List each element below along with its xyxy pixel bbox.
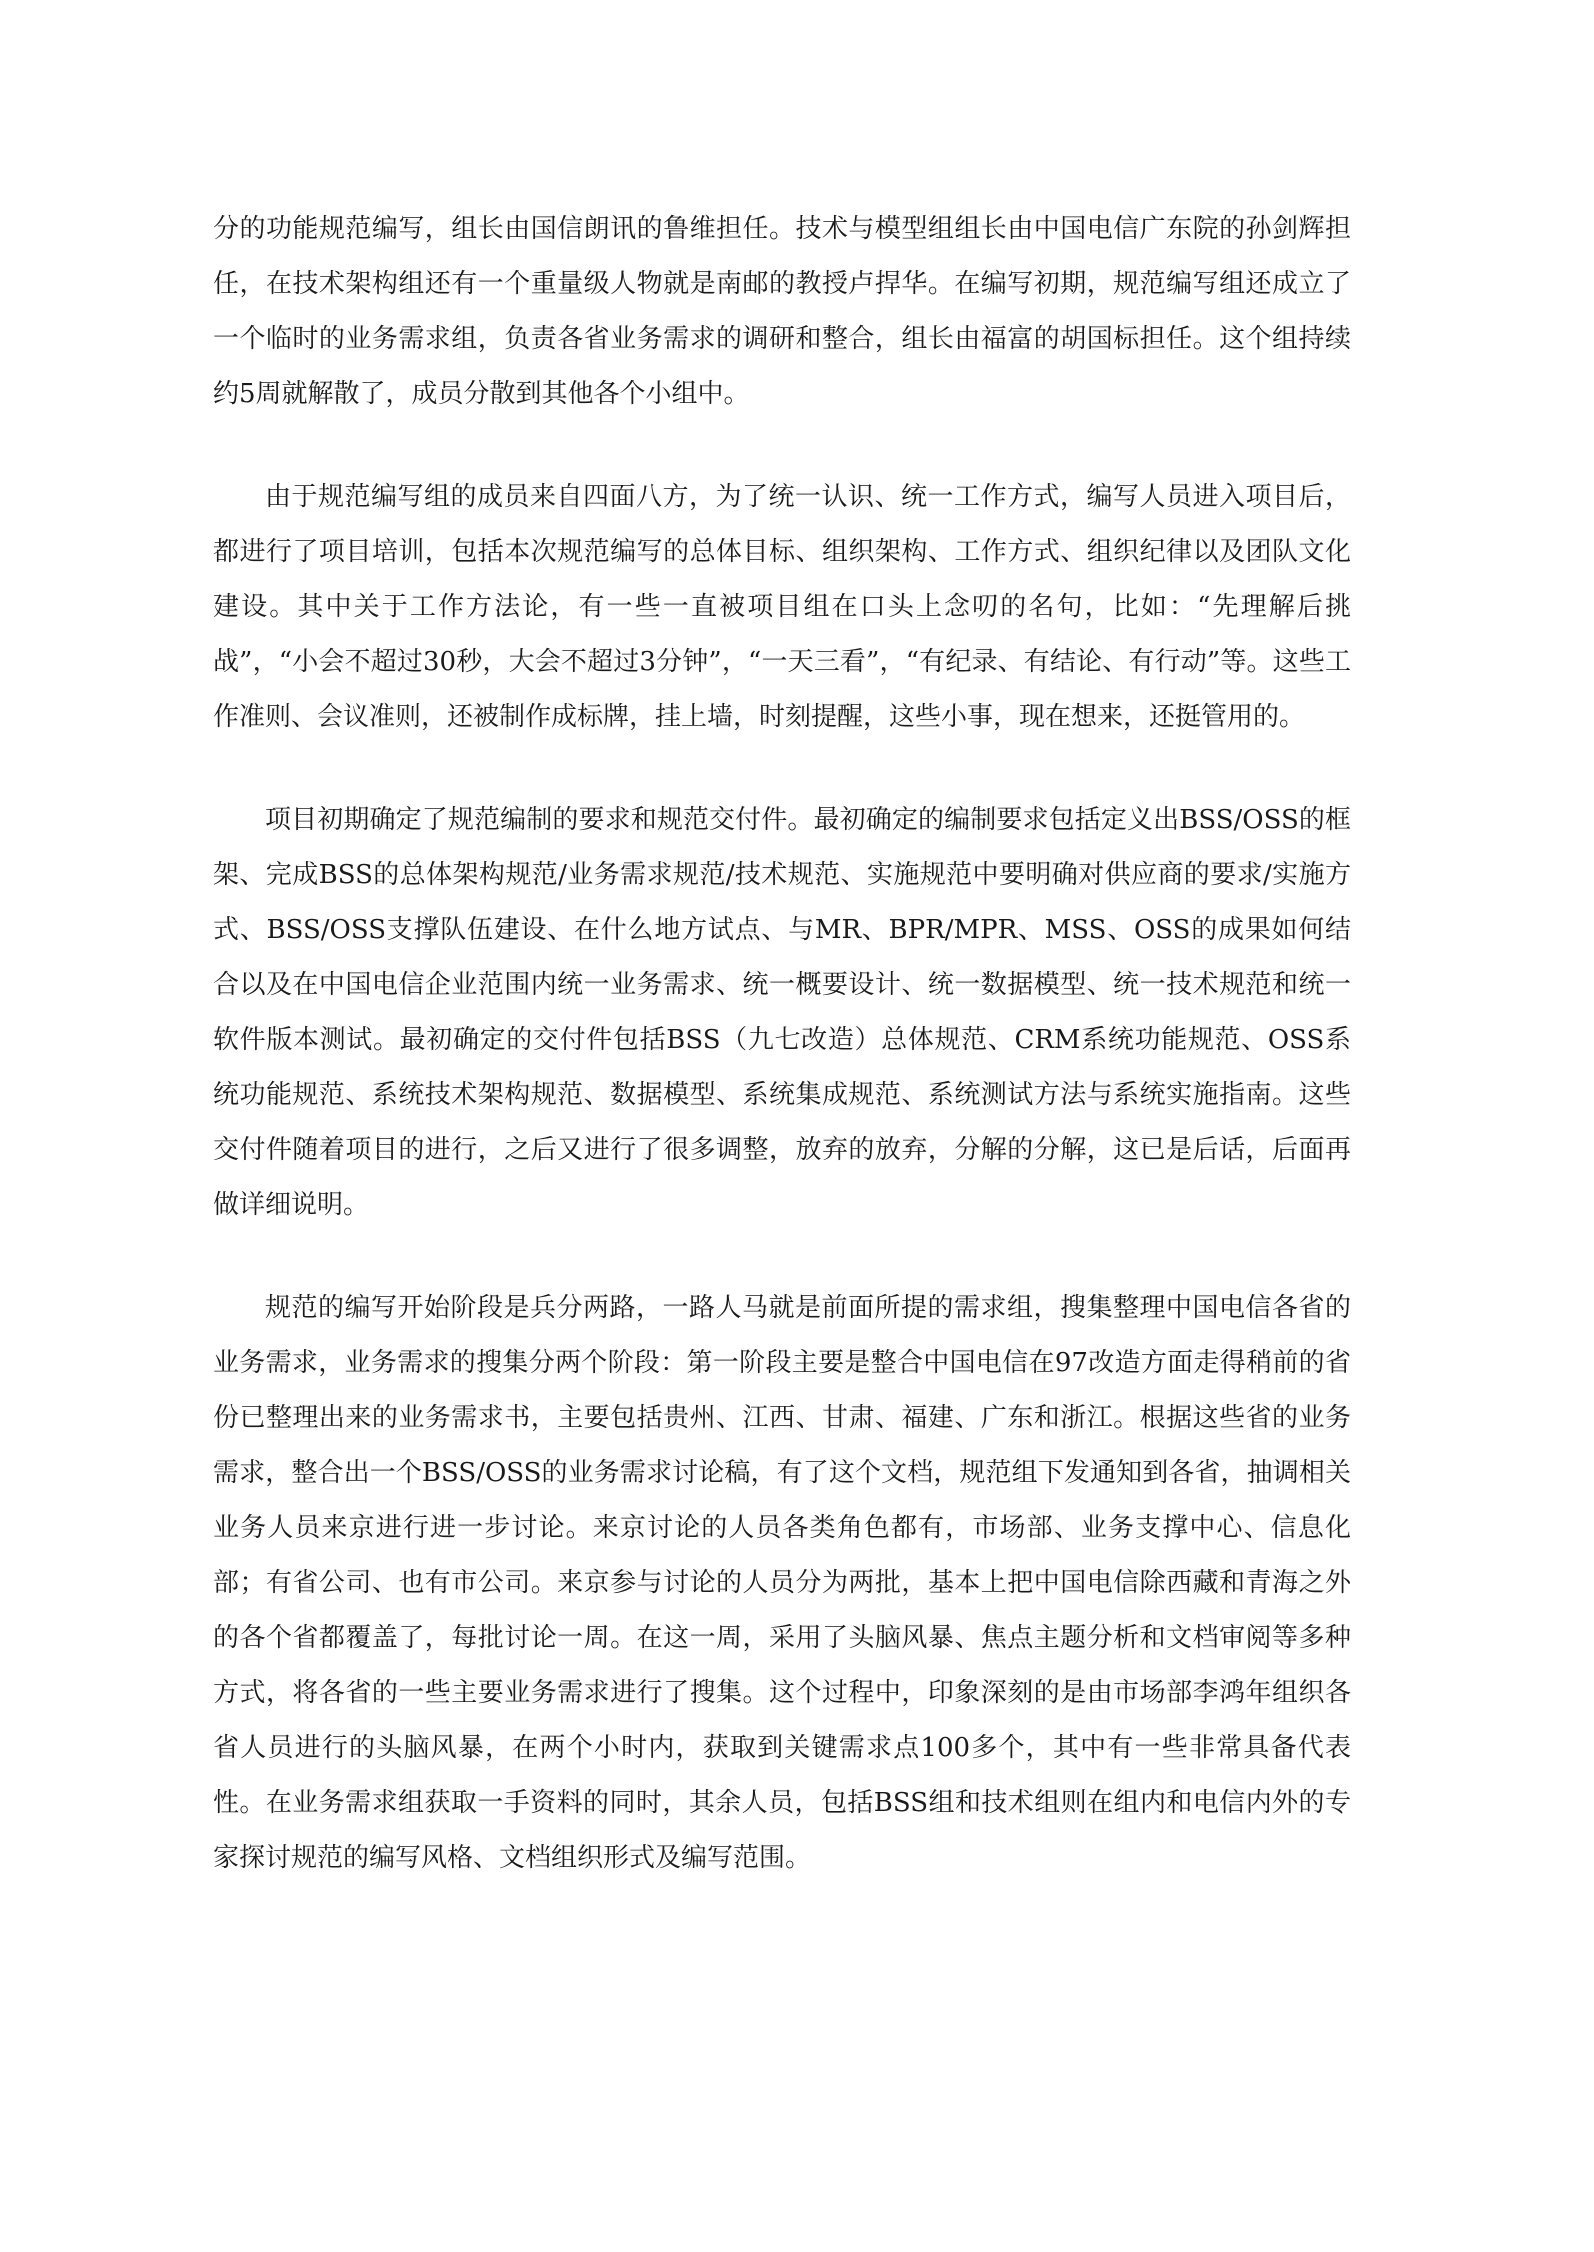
- document-body: [213, 202, 1351, 1934]
- paragraph-1: 分的功能规范编写，组长由国信朗讯的鲁维担任。技术与模型组组长由中国电信广东院的孙剑辉担任，在技术架构组还有一个重量级人物就是南邮的教授卢捍华。在编写初期，规范编写组还成立了一个临时的业务需求组，负责各省业务需求的调研和整合，组长由福富的胡国标担任。这个组持续约5周就解散了，成员分散到其他各个小组中。: [213, 214, 1351, 409]
- paragraph-2: 由于规范编写组的成员来自四面八方，为了统一认识、统一工作方式，编写人员进入项目后，都进行了项目培训，包括本次规范编写的总体目标、组织架构、工作方式、组织纪律以及团队文化建设。其中关于工作方法论，有一些一直被项目组在口头上念叨的名句，比如：“先理解后挑战”，“小会不超过30秒，大会不超过3分钟”，“一天三看”，“有纪录、有结论、有行动”等。这些工作准则、会议准则，还被制作成标牌，挂上墙，时刻提醒，这些小事，现在想来，还挺管用的。: [213, 482, 1351, 732]
- paragraph-3: 项目初期确定了规范编制的要求和规范交付件。最初确定的编制要求包括定义出BSS/OSS的框架、完成BSS的总体架构规范/业务需求规范/技术规范、实施规范中要明确对供应商的要求/实施方式、BSS/OSS支撑队伍建设、在什么地方试点、与MR、BPR/MPR、MSS、OSS的成果如何结合以及在中国电信企业范围内统一业务需求、统一概要设计、统一数据模型、统一技术规范和统一软件版本测试。最初确定的交付件包括BSS（九七改造）总体规范、CRM系统功能规范、OSS系统功能规范、系统技术架构规范、数据模型、系统集成规范、系统测试方法与系统实施指南。这些交付件随着项目的进行，之后又进行了很多调整，放弃的放弃，分解的分解，这已是后话，后面再做详细说明。: [213, 805, 1351, 1220]
- paragraph-4: 规范的编写开始阶段是兵分两路，一路人马就是前面所提的需求组，搜集整理中国电信各省的业务需求，业务需求的搜集分两个阶段：第一阶段主要是整合中国电信在97改造方面走得稍前的省份已整理出来的业务需求书，主要包括贵州、江西、甘肃、福建、广东和浙江。根据这些省的业务需求，整合出一个BSS/OSS的业务需求讨论稿，有了这个文档，规范组下发通知到各省，抽调相关业务人员来京进行进一步讨论。来京讨论的人员各类角色都有，市场部、业务支撑中心、信息化部；有省公司、也有市公司。来京参与讨论的人员分为两批，基本上把中国电信除西藏和青海之外的各个省都覆盖了，每批讨论一周。在这一周，采用了头脑风暴、焦点主题分析和文档审阅等多种方式，将各省的一些主要业务需求进行了搜集。这个过程中，印象深刻的是由市场部李鸿年组织各省人员进行的头脑风暴，在两个小时内，获取到关键需求点100多个，其中有一些非常具备代表性。在业务需求组获取一手资料的同时，其余人员，包括BSS组和技术组则在组内和电信内外的专家探讨规范的编写风格、文档组织形式及编写范围。: [213, 1293, 1351, 1873]
